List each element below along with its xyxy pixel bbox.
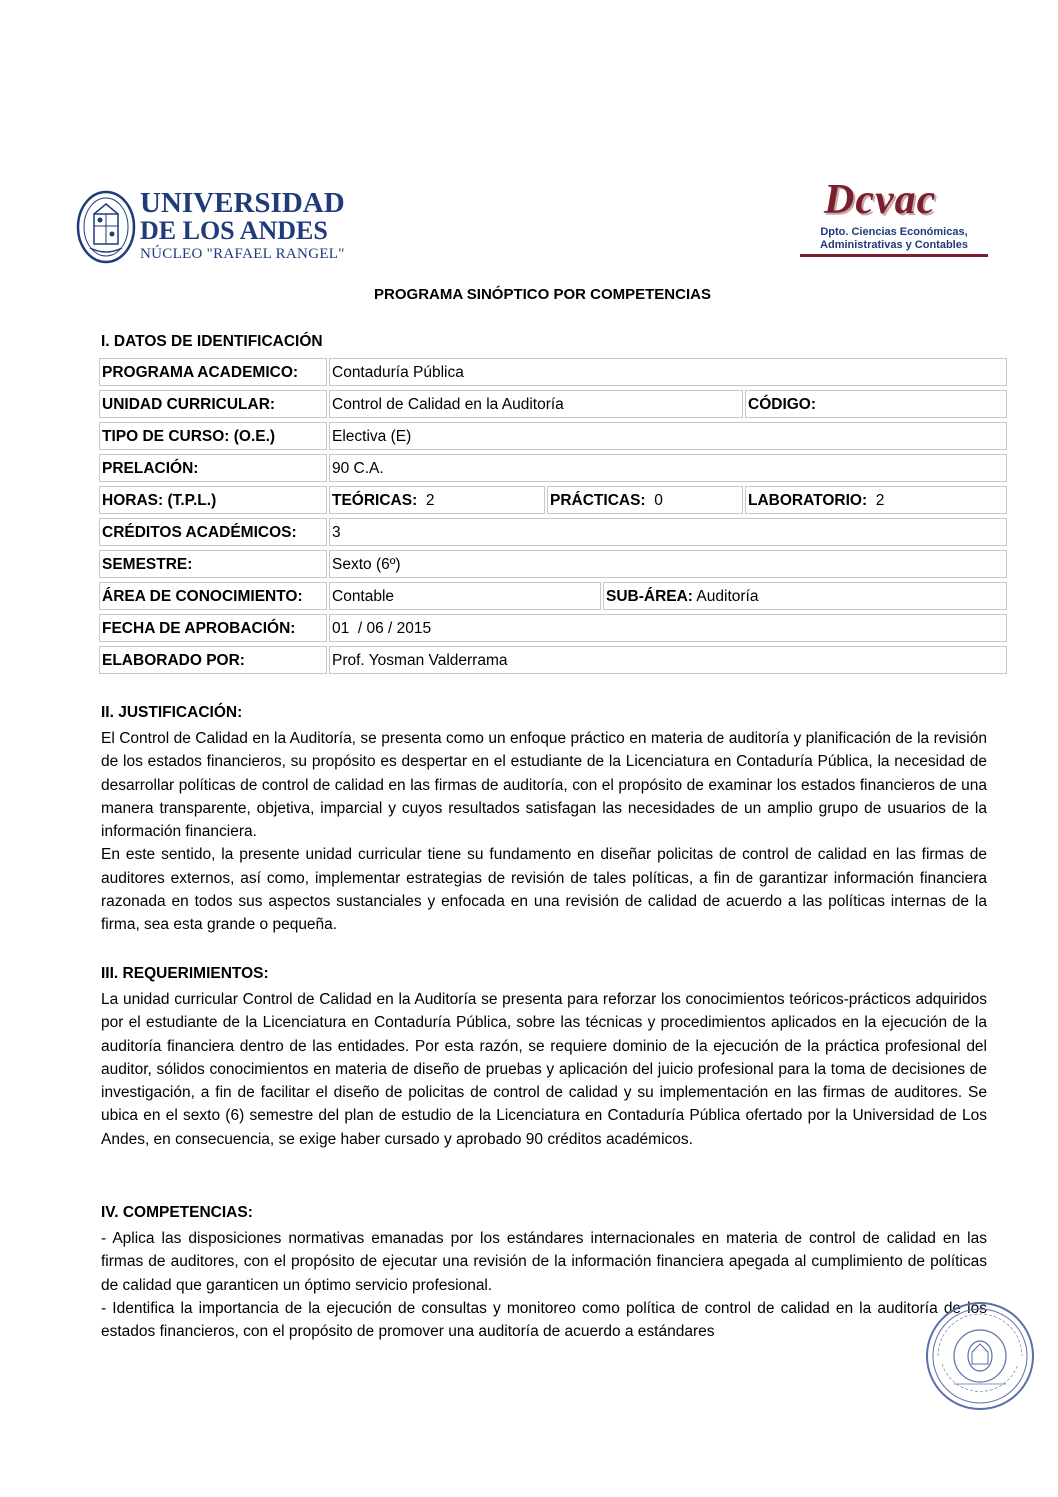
university-name-line1: UNIVERSIDAD [140,187,345,219]
table-label: HORAS: (T.P.L.) [99,486,327,514]
university-crest-icon [76,190,136,264]
university-campus: NÚCLEO "RAFAEL RANGEL" [140,246,345,262]
table-value: 3 [329,518,1007,546]
table-row [99,517,1007,549]
laboratorio-value: 2 [875,492,885,509]
table-value: 90 C.A. [329,454,1007,482]
department-name-line2: Administrativas y Contables [820,239,968,251]
table-value: Sexto (6º) [329,550,1007,578]
competencies-text [101,1227,987,1343]
justification-paragraph-2: En este sentido, la presente unidad curricular tiene su fundamento en diseñar policitas de control de calidad en las firmas de auditores externos, así como, implementar estrategias de revisión de tales políticas, a fin de garantizar información financiera razonada en todos sus aspectos sustanciales y enfocada en una revisión de calidad de acuerdo a las políticas internas de la firma, sea esta grande o pequeña. [101,846,987,934]
section-requirements-heading: III. REQUERIMIENTOS: [101,965,269,982]
table-label: SEMESTRE: [99,550,327,578]
section-justification-heading: II. JUSTIFICACIÓN: [101,704,243,721]
table-value: Control de Calidad en la Auditoría [329,390,743,418]
table-value: Prof. Yosman Valderrama [329,646,1007,674]
sub-area-label: SUB-ÁREA: [606,588,693,605]
table-row [99,581,1007,613]
table-label: TIPO DE CURSO: (O.E.) [99,422,327,450]
table-label: FECHA DE APROBACIÓN: [99,614,327,642]
table-label: ÁREA DE CONOCIMIENTO: [99,582,327,610]
section-competencies-heading: IV. COMPETENCIAS: [101,1204,253,1221]
requirements-text [101,988,987,1151]
table-row [99,421,1007,453]
codigo-label: CÓDIGO: [745,390,1007,418]
table-row [99,549,1007,581]
sub-area-cell [603,582,1007,610]
section-identification-heading: I. DATOS DE IDENTIFICACIÓN [101,333,323,350]
table-label: PROGRAMA ACADEMICO: [99,358,327,386]
table-row [99,645,1007,677]
teoricas-cell [329,486,545,514]
department-seal-icon [924,1300,1036,1412]
identification-table [99,357,1007,677]
practicas-cell [547,486,743,514]
table-value: 01 / 06 / 2015 [329,614,1007,642]
table-row [99,485,1007,517]
table-value: Contaduría Pública [329,358,1007,386]
table-value: Contable [329,582,601,610]
competency-item-2: - Identifica la importancia de la ejecución de consultas y monitoreo como política de control de calidad en la auditoría de los estados financieros, con el propósito de promover una auditoría de acuerdo a estándares [101,1299,987,1341]
justification-text [101,727,987,937]
table-row [99,389,1007,421]
table-value: Electiva (E) [329,422,1007,450]
table-label: PRELACIÓN: [99,454,327,482]
department-logo [800,176,990,256]
university-name-line2: DE LOS ANDES [140,216,328,245]
university-logo [76,187,345,266]
table-label: CRÉDITOS ACADÉMICOS: [99,518,327,546]
table-row [99,357,1007,389]
table-label: ELABORADO POR: [99,646,327,674]
table-label: UNIDAD CURRICULAR: [99,390,327,418]
sub-area-value: Auditoría [696,588,759,605]
department-name-line1: Dpto. Ciencias Económicas, [820,226,968,238]
competency-item-1: - Aplica las disposiciones normativas emanadas por los estándares internacionales en materia de control de calidad en las firmas de auditores, con el propósito de ejecutar una revisión de la información financiera apegada al cumplimiento de políticas de calidad que garanticen un óptimo servicio profesional. [101,1230,987,1294]
teoricas-label: TEÓRICAS: [332,492,418,509]
requirements-paragraph: La unidad curricular Control de Calidad en la Auditoría se presenta para reforzar los conocimientos teóricos-prácticos adquiridos por el estudiante de la Licenciatura en Contaduría Pública, sobre las técnicas y procedimientos aplicados en la ejecución de la auditoría financiera dentro de las entidades. Por esta razón, se requiere dominio de la ejecución de la práctica profesional del auditor, sólidos conocimientos en materia de diseño de pruebas y aplicación del juicio profesional para la toma de decisiones de investigación, a fin de facilitar el diseño de policitas de control de calidad y su implementación en las firmas de auditores. Se ubica en el sexto (6) semestre del plan de estudio de la Licenciatura en Contaduría Pública ofertado por la Universidad de Los Andes, en consecuencia, se exige haber cursado y aprobado 90 créditos académicos. [101,991,987,1148]
practicas-label: PRÁCTICAS: [550,492,646,509]
table-row [99,453,1007,485]
laboratorio-label: LABORATORIO: [748,492,868,509]
document-title: PROGRAMA SINÓPTICO POR COMPETENCIAS [374,286,711,303]
laboratorio-cell [745,486,1007,514]
table-row [99,613,1007,645]
teoricas-value: 2 [425,492,435,509]
department-logo-word: Dcvac [824,177,937,223]
justification-paragraph-1: El Control de Calidad en la Auditoría, se presenta como un enfoque práctico en materia de auditoría y planificación de la revisión de los estados financieros, su propósito es despertar en el estudiante de la Licenciatura en Contaduría Pública, la necesidad de desarrollar políticas de control de calidad en las firmas de auditoría, con el propósito de examinar los estados financieros de una manera transparente, objetiva, imparcial y cuyos resultados satisfagan las necesidades de un amplio grupo de usuarios de la información financiera. [101,730,987,841]
practicas-value: 0 [654,492,663,509]
department-logo-rule [800,254,988,257]
